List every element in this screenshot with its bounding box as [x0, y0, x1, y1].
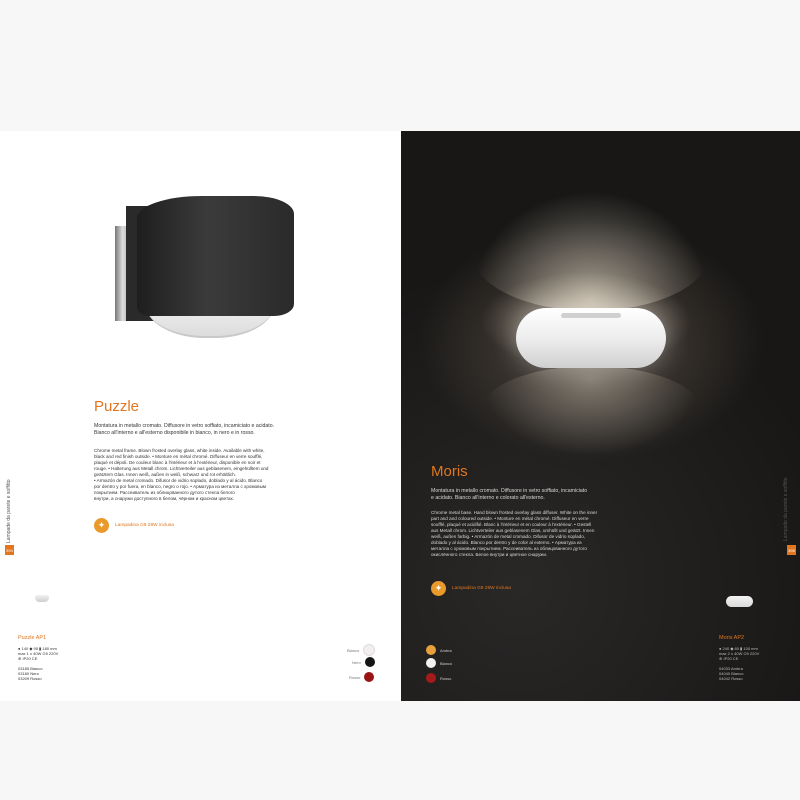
color-dot — [363, 644, 375, 656]
description-multilingual: Chrome metal base. Hand blown frosted overlay glass diffuser. White on the inner part and and coloured outside. • Monture en métal chromé. Diffuseur en verre soufflé, plaqué et acidifié. Blanc à l'intérieur et en couleur à l'extérieur. • Gestell aus Metall chrom. Lichtverteiler aus geblasenem Glas, umhüllt und geätzt. Innen weiß, außen farbig. • Armazón de metal cromado. Difusor de vidrio soplado, doblado y al ácido. Blanco por dentro y de color al externo. • Арматура из металла с хромовым покрытием. Рассеиватель из облицованного дутого окислённого стекла. Белое внутри и цветное снаружи. — [431, 510, 598, 557]
bulb-text: Lampadina G9 28W inclusa — [452, 586, 511, 591]
right-page — [401, 131, 800, 701]
puzzle-thumbnail — [35, 595, 49, 602]
left-page — [0, 131, 401, 701]
lightbulb-icon: ✦ — [94, 518, 109, 533]
bulb-included-note — [431, 581, 511, 596]
lightbulb-icon: ✦ — [431, 581, 446, 596]
product-title: Puzzle — [94, 398, 140, 415]
page-number-tab: 395 — [787, 545, 796, 555]
moris-thumbnail — [726, 596, 753, 607]
spec-lines: ● 240 ◆ 80 ▮ 100 mm max 2 x 40W G9 220V ⊕ IP20 CE 04033 Ambra 04040 Bianco 04042 Rosso — [719, 646, 760, 681]
side-category-label: Lampade da parete e soffitto — [6, 479, 12, 543]
color-dot — [426, 658, 436, 668]
light-halo-top — [471, 191, 711, 311]
color-dot — [364, 672, 374, 682]
lamp-mount-slot — [561, 313, 621, 318]
spec-model: Puzzle AP1 — [18, 635, 47, 641]
description-italian: Montatura in metallo cromato. Diffusore in vetro soffiato, incamiciato e acidato. Bianco all'interno e colorato all'esterno. — [431, 488, 588, 501]
swatch-label: Ambra — [440, 647, 452, 653]
swatch-rosso — [426, 673, 451, 683]
spec-lines: ● 140 ◆ 95 ▮ 180 mm max 1 x 40W G9 220V ⊕ IP20 CE 03185 Bianco 03180 Nero 03209 Rosso — [18, 646, 59, 681]
bulb-included-note — [94, 518, 174, 533]
color-dot — [426, 645, 436, 655]
description-multilingual: Chrome metal frame. Blown frosted overlay glass, white inside. Available with white, black and red finish outside. • Monture en métal chromé. Diffuseur en verre soufflé, plaqué et dépoli. De couleur blanc à l'intérieur et à l'extérieur, disponible en noir et rouge. • Halterung aus Metall chrom. Lichtverteiler aus geblasenem, eingehülltem und geätztem Glas. Innen weiß, außen in weiß, schwarz und rot erhältlich. • Armazón de metal cromado. Difusor de vidrio soplado, doblado y al ácido. Blanco por dentro y por fuera, en blanco, negro o rojo. • Арматура из металла с хромовым покрытием. Рассеиватель из облицованного дутого стекла белого внутри, а снаружи доступного в белом, чёрном и красном цветах. — [94, 448, 269, 501]
product-title: Moris — [431, 463, 468, 480]
description-italian: Montatura in metallo cromato. Diffusore in vetro soffiato, incamiciato e acidato. Bianco all'interno e all'esterno disponibile in bianco, in nero e in rosso. — [94, 423, 275, 436]
spec-block — [719, 631, 759, 686]
bulb-text: Lampadina G9 28W inclusa — [115, 523, 174, 528]
swatch-label: Nero — [352, 659, 361, 665]
swatch-label: Bianco — [347, 647, 360, 653]
spec-model: Moris AP2 — [719, 635, 745, 641]
color-dot — [426, 673, 436, 683]
swatch-label: Bianco — [440, 660, 453, 666]
swatch-label: Rosso — [440, 675, 452, 681]
swatch-bianco — [347, 644, 375, 656]
swatch-rosso — [349, 672, 374, 682]
swatch-ambra — [426, 645, 452, 655]
spec-block — [18, 631, 58, 686]
color-dot — [365, 657, 375, 667]
light-halo-bottom — [481, 366, 701, 456]
side-category-label: Lampade da parete e soffitto — [783, 477, 789, 541]
swatch-label: Rosso — [349, 674, 361, 680]
swatch-bianco — [426, 658, 452, 668]
swatch-nero — [352, 657, 375, 667]
page-number-tab: 394 — [5, 545, 14, 555]
